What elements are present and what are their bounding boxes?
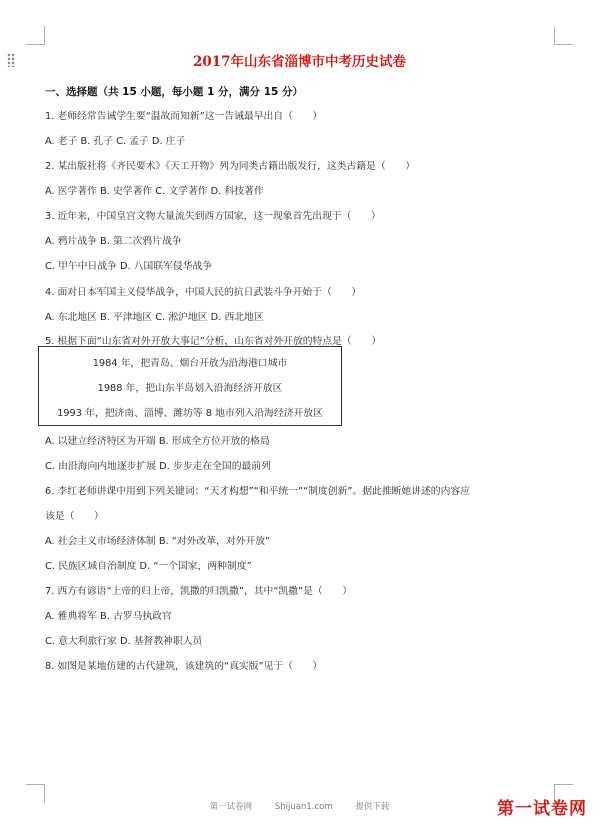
timeline-entry-1984: 1984 年，把青岛、烟台开放为沿海港口城市 [92,358,288,369]
site-logo: 第一试卷网 [497,799,587,819]
section-heading: 一、选择题（共 15 小题，每小题 1 分，满分 15 分） [45,86,303,98]
question-1: 1. 老师经常告诫学生要“温故而知新”这一告诫最早出自（ ） [45,111,323,122]
question-5-options-cd: C. 由沿海向内地逐步扩展 D. 步步走在全国的最前列 [45,461,271,472]
timeline-entry-1993: 1993 年，把济南、淄博、潍坊等 8 地市列入沿海经济开放区 [57,408,323,419]
question-6-options-ab: A. 社会主义市场经济体制 B. “对外改革，对外开放” [45,536,271,547]
question-2: 2. 某出版社将《齐民要术》《天工开物》列为同类古籍出版发行，这类古籍是（ ） [45,161,416,172]
question-6-options-cd: C. 民族区域自治制度 D. “一个国家，两种制度” [45,561,252,572]
footer-site-url[interactable]: Shijuan1.com [274,802,333,812]
question-3-options-cd: C. 甲午中日战争 D. 八国联军侵华战争 [45,261,213,272]
question-4: 4. 面对日本军国主义侵华战争，中国人民的抗日武装斗争开始于（ ） [45,287,362,298]
question-5-options-ab: A. 以建立经济特区为开端 B. 形成全方位开放的格局 [45,436,270,447]
page-title: 2017年山东省淄博市中考历史试卷 [192,54,407,70]
question-7: 7. 西方有谚语“上帝的归上帝，凯撒的归凯撒”，其中“凯撒”是（ ） [45,586,353,597]
footer-site-name: 第一试卷网 [209,802,253,812]
question-2-options: A. 医学著作 B. 史学著作 C. 文学著作 D. 科技著作 [45,186,264,197]
question-6-continued: 该是（ ） [45,511,104,522]
question-7-options-ab: A. 雅典将军 B. 古罗马执政官 [45,611,172,622]
question-3-options-ab: A. 鸦片战争 B. 第二次鸦片战争 [45,236,182,247]
question-8: 8. 如图是某地仿建的古代建筑，该建筑的“真实版”见于（ ） [45,661,323,672]
footer-download-text: 提供下载 [355,802,390,812]
question-6: 6. 李红老师讲课中用到下列关键词：“天才构想”“和平统一”“制度创新”。据此推断她讲述的内容应 [45,486,470,497]
question-4-options: A. 东北地区 B. 平津地区 C. 淞沪地区 D. 西北地区 [45,312,264,323]
question-7-options-cd: C. 意大利旅行家 D. 基督教神职人员 [45,636,203,647]
page-corner-mark-top-right [554,26,573,45]
question-5: 5. 根据下面“山东省对外开放大事记”分析，山东省对外开放的特点是（ ） [45,336,382,347]
timeline-box [38,346,342,426]
timeline-entry-1988: 1988 年，把山东半岛划入沿海经济开放区 [97,383,283,394]
question-1-options: A. 老子 B. 孔子 C. 孟子 D. 庄子 [45,136,186,147]
page-corner-mark-top-left [26,26,45,45]
question-3: 3. 近年来，中国皇宫文物大量流失到西方国家，这一现象首先出现于（ ） [45,211,381,222]
